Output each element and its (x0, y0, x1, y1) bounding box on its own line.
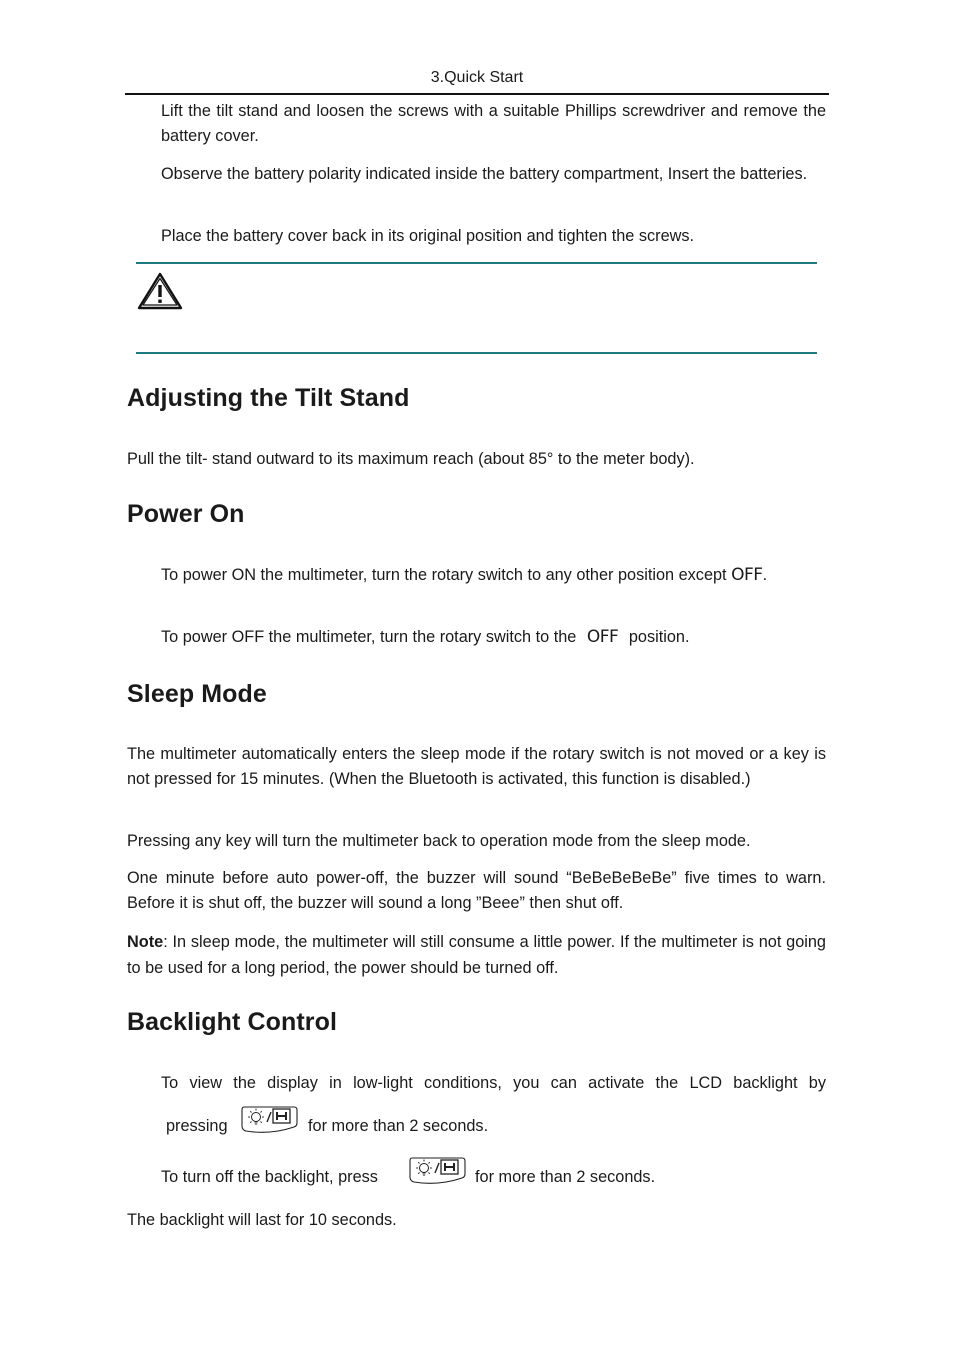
backlight-hold-key-icon (240, 1105, 298, 1135)
power-on-text (161, 563, 826, 588)
sleep-paragraph-1: The multimeter automatically enters the sleep mode if the rotary switch is not moved or a key is not pressed for 15 minutes. (When the Bluetooth is activated, this function is disabled.) (127, 745, 826, 788)
battery-step-3: Place the battery cover back in its original position and tighten the screws. (161, 227, 695, 245)
warning-triangle-icon (136, 271, 184, 311)
backlight-off-text: To turn off the backlight, press (161, 1168, 378, 1186)
backlight-hold-key-icon (408, 1156, 466, 1186)
warning-top-rule (136, 262, 817, 264)
heading-sleep-mode: Sleep Mode (127, 680, 267, 708)
off-position-glyph: OFF (731, 565, 763, 585)
sleep-paragraph-2: Pressing any key will turn the multimeter back to operation mode from the sleep mode. (127, 832, 751, 850)
tilt-stand-text: Pull the tilt- stand outward to its maximum reach (about 85° to the meter body). (127, 450, 695, 468)
sleep-note (127, 929, 826, 981)
battery-step-2: Observe the battery polarity indicated inside the battery compartment, Insert the batteries. (161, 165, 808, 183)
note-label: Note (127, 933, 164, 951)
heading-backlight-control: Backlight Control (127, 1008, 338, 1036)
power-off-position-word: position. (628, 628, 690, 646)
off-position-glyph: OFF (586, 627, 619, 647)
battery-step-1: Lift the tilt stand and loosen the screws with a suitable Phillips screwdriver and remove the battery cover. (161, 102, 826, 145)
running-head: 3.Quick Start (430, 69, 524, 86)
backlight-last-text: The backlight will last for 10 seconds. (127, 1211, 397, 1229)
power-on-period: . (762, 566, 768, 584)
power-off-sentence: To power OFF the multimeter, turn the rotary switch to the (161, 628, 577, 646)
power-on-sentence: To power ON the multimeter, turn the rotary switch to any other position except (161, 566, 727, 584)
pressing-word: pressing (166, 1117, 228, 1135)
warning-bottom-rule (136, 352, 817, 354)
sleep-paragraph-3: One minute before auto power-off, the buzzer will sound “BeBeBeBeBe” five times to warn. Before it is shut off, the buzzer will sound a long ”Beee” then shut off. (127, 869, 826, 912)
heading-power-on: Power On (127, 500, 245, 528)
backlight-duration-off: for more than 2 seconds. (475, 1168, 656, 1186)
backlight-line-1: To view the display in low-light conditions, you can activate the LCD backlight by (161, 1074, 826, 1092)
power-off-text (161, 625, 826, 650)
header-rule (125, 93, 829, 95)
backlight-duration-on: for more than 2 seconds. (308, 1117, 489, 1135)
heading-tilt-stand: Adjusting the Tilt Stand (127, 384, 410, 412)
note-text: : In sleep mode, the multimeter will still consume a little power. If the multimeter is not going to be used for a long period, the power should be turned off. (127, 933, 826, 977)
